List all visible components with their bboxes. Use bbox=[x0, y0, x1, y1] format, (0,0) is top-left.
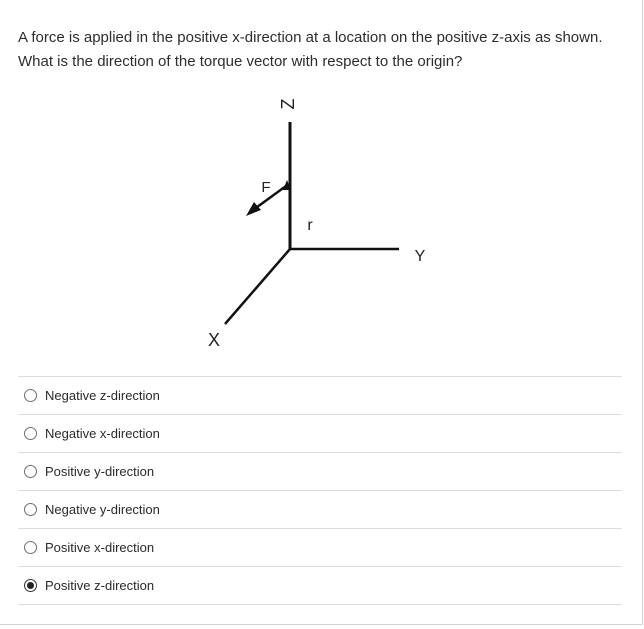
force-arrowhead bbox=[246, 202, 261, 216]
option-label: Positive z-direction bbox=[45, 578, 155, 593]
axes-svg bbox=[190, 80, 450, 360]
radio-button[interactable] bbox=[24, 389, 37, 402]
option-positive-x[interactable] bbox=[18, 529, 622, 567]
option-positive-z[interactable] bbox=[18, 567, 622, 605]
option-label: Positive x-direction bbox=[45, 540, 155, 555]
option-label: Negative y-direction bbox=[45, 502, 160, 517]
option-negative-y[interactable] bbox=[18, 491, 622, 529]
x-axis-label: X bbox=[207, 330, 221, 350]
option-label: Negative z-direction bbox=[45, 388, 160, 403]
force-label: F bbox=[261, 179, 271, 196]
radio-button[interactable] bbox=[24, 579, 37, 592]
axes-diagram bbox=[190, 80, 450, 360]
y-axis-label: Y bbox=[414, 248, 426, 265]
radio-button[interactable] bbox=[24, 541, 37, 554]
z-axis-label: Z bbox=[278, 98, 298, 110]
radio-button[interactable] bbox=[24, 427, 37, 440]
option-positive-y[interactable] bbox=[18, 453, 622, 491]
answer-options bbox=[18, 376, 622, 605]
r-label: r bbox=[307, 217, 313, 234]
option-negative-z[interactable] bbox=[18, 377, 622, 415]
radio-button[interactable] bbox=[24, 465, 37, 478]
radio-button[interactable] bbox=[24, 503, 37, 516]
option-label: Positive y-direction bbox=[45, 464, 155, 479]
option-negative-x[interactable] bbox=[18, 415, 622, 453]
option-label: Negative x-direction bbox=[45, 426, 160, 441]
question-text: A force is applied in the positive x-direction at a location on the positive z-axis as shown. What is the direction of the torque vector with respect to the origin? bbox=[18, 29, 603, 70]
x-axis-line bbox=[225, 249, 290, 324]
